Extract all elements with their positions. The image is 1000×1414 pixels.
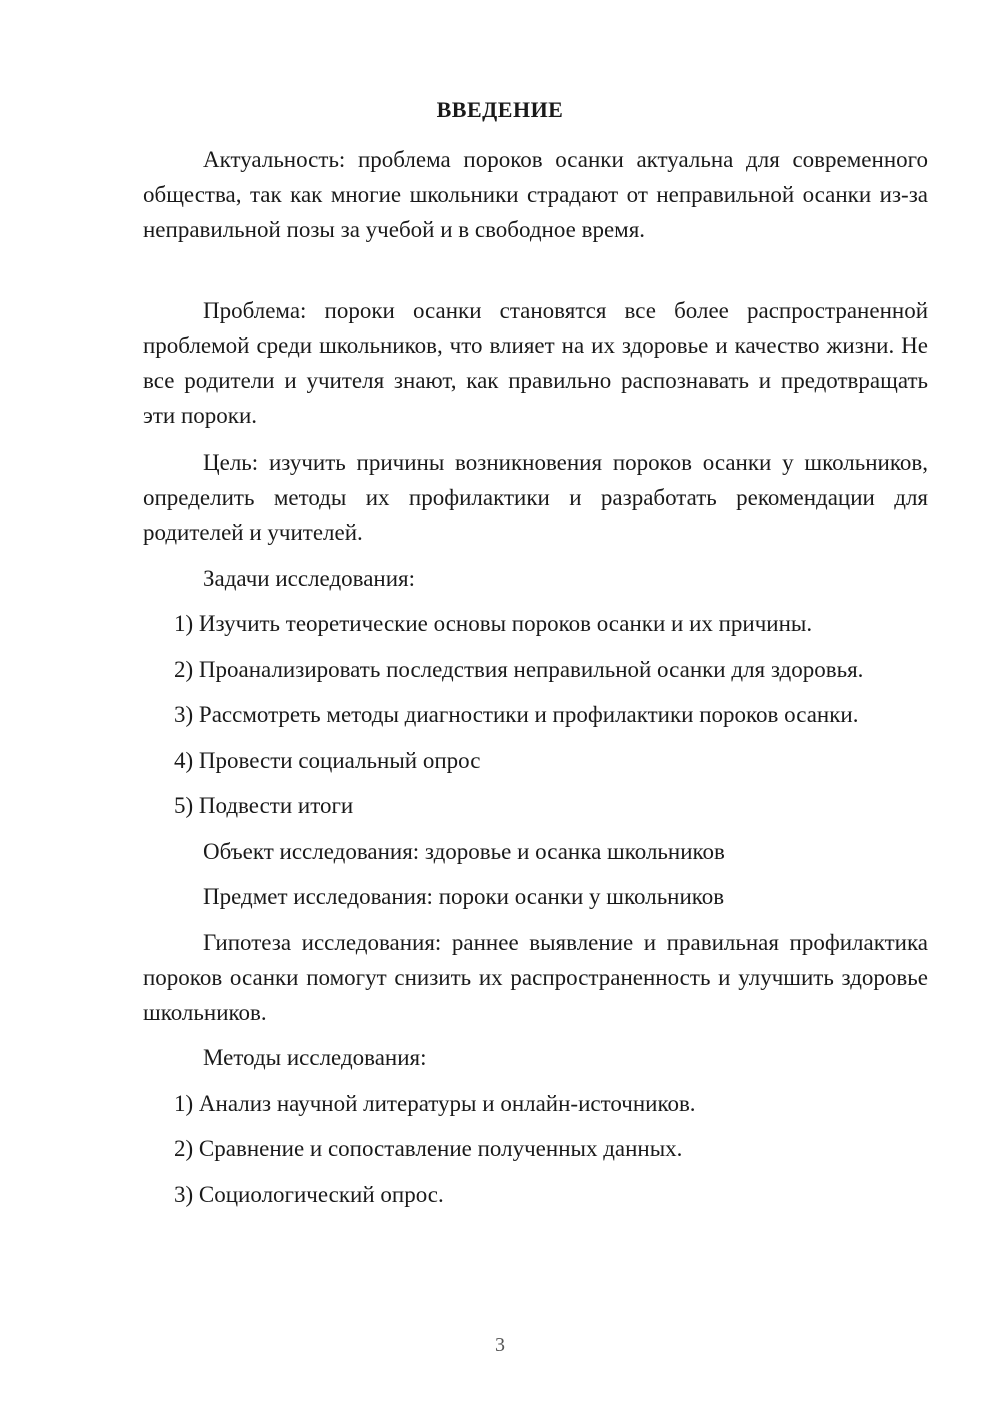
method-item: 1) Анализ научной литературы и онлайн-источников. xyxy=(174,1091,696,1116)
method-item: 3) Социологический опрос. xyxy=(174,1182,444,1207)
page-number: 3 xyxy=(495,1334,505,1356)
method-item: 2) Сравнение и сопоставление полученных данных. xyxy=(174,1136,683,1161)
problem-paragraph: Проблема: пороки осанки становятся все более распространенной проблемой среди школьников, что влияет на их здоровье и качество жизни. Не все родители и учителя знают, как правильно распознавать и предотвращать эти пороки. xyxy=(143,298,928,428)
task-item: 2) Проанализировать последствия неправильной осанки для здоровья. xyxy=(174,657,864,682)
object-line: Объект исследования: здоровье и осанка школьников xyxy=(203,839,725,864)
goal-paragraph: Цель: изучить причины возникновения пороков осанки у школьников, определить методы их профилактики и разработать рекомендации для родителей и учителей. xyxy=(143,450,928,545)
task-item: 4) Провести социальный опрос xyxy=(174,748,481,773)
hypothesis-paragraph: Гипотеза исследования: раннее выявление и правильная профилактика пороков осанки помогут снизить их распространенность и улучшить здоровье школьников. xyxy=(143,930,928,1025)
methods-heading: Методы исследования: xyxy=(203,1045,427,1070)
task-item: 3) Рассмотреть методы диагностики и профилактики пороков осанки. xyxy=(174,702,859,727)
section-title: ВВЕДЕНИЕ xyxy=(436,97,564,122)
relevance-paragraph: Актуальность: проблема пороков осанки актуальна для современного общества, так как многие школьники страдают от неправильной осанки из-за неправильной позы за учебой и в свободное время. xyxy=(143,147,928,242)
task-item: 5) Подвести итоги xyxy=(174,793,354,818)
tasks-heading: Задачи исследования: xyxy=(203,566,416,591)
subject-line: Предмет исследования: пороки осанки у школьников xyxy=(203,884,725,909)
task-item: 1) Изучить теоретические основы пороков осанки и их причины. xyxy=(174,611,813,636)
